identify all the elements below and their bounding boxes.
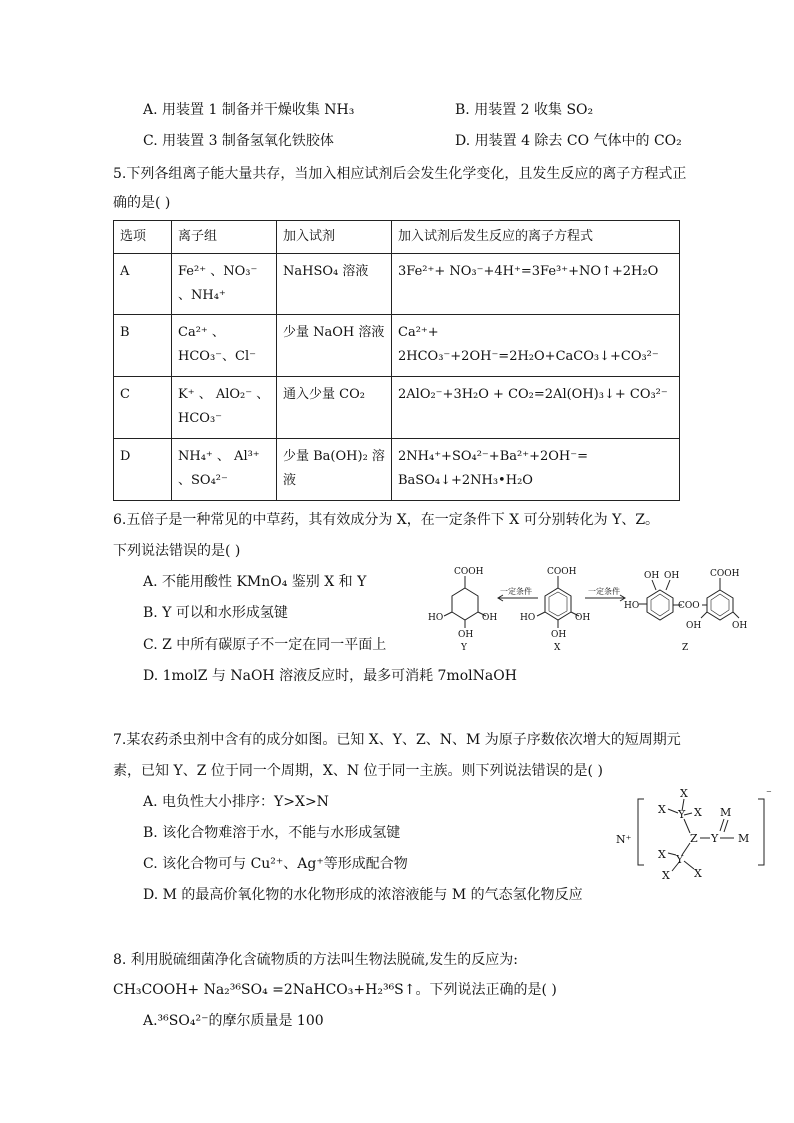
atom-y: Y — [711, 832, 719, 845]
table-header: 离子组 — [172, 221, 277, 254]
q7-option-a: A. 电负性大小排序：Y>X>N — [143, 794, 329, 810]
cooh-label: COOH — [710, 569, 740, 579]
ho-label: HO — [428, 613, 444, 623]
table-header: 选项 — [114, 221, 172, 254]
coo-label: COO — [678, 601, 700, 611]
table-row — [114, 254, 680, 315]
q4-option-d: D. 用装置 4 除去 CO 气体中的 CO₂ — [455, 133, 682, 149]
table-cell-equation: 2AlO₂⁻+3H₂O + CO₂=2Al(OH)₃↓+ CO₃²⁻ — [392, 377, 680, 439]
atom-x: X — [680, 787, 688, 800]
atom-z: Z — [690, 832, 698, 845]
q6-structure-figure — [420, 560, 760, 650]
compound-z-label: Z — [682, 643, 689, 650]
table-cell-reagent: 通入少量 CO₂ — [277, 377, 392, 439]
atom-x: X — [694, 806, 702, 819]
atom-x: X — [694, 867, 702, 880]
q7-option-c: C. 该化合物可与 Cu²⁺、Ag⁺等形成配合物 — [143, 856, 408, 872]
oh-label: OH — [482, 613, 498, 623]
q7-option-d: D. M 的最高价氧化物的水化物形成的浓溶液能与 M 的气态氢化物反应 — [143, 887, 583, 903]
table-cell-option: D — [114, 439, 172, 501]
table-header-row — [114, 221, 680, 254]
q6-stem-line2: 下列说法错误的是( ) — [113, 543, 241, 559]
cation-label: N⁺ — [616, 833, 632, 846]
q7-option-b: B. 该化合物难溶于水，不能与水形成氢键 — [143, 825, 401, 841]
q6-option-c: C. Z 中所有碳原子不一定在同一平面上 — [143, 637, 387, 653]
q5-stem-line2: 确的是( ) — [113, 195, 171, 211]
table-cell-reagent: 少量 NaOH 溶液 — [277, 315, 392, 377]
ho-label: HO — [624, 601, 640, 611]
q5-stem-line1: 5.下列各组离子能大量共存，当加入相应试剂后会发生化学变化，且发生反应的离子方程式正 — [113, 166, 687, 182]
table-header: 加入试剂后发生反应的离子方程式 — [392, 221, 680, 254]
q6-stem-line1: 6.五倍子是一种常见的中草药，其有效成分为 X，在一定条件下 X 可分别转化为 Y、Z。 — [113, 512, 660, 528]
anion-charge: ⁻ — [766, 787, 772, 800]
table-cell-option: B — [114, 315, 172, 377]
atom-y: Y — [678, 808, 686, 821]
compound-y-label: Y — [461, 643, 467, 650]
table-cell-ions: K⁺ 、 AlO₂⁻ 、HCO₃⁻ — [172, 377, 277, 439]
oh-label: OH — [664, 571, 680, 581]
atom-x: X — [658, 803, 666, 816]
q4-option-b: B. 用装置 2 收集 SO₂ — [455, 102, 594, 118]
q6-option-a: A. 不能用酸性 KMnO₄ 鉴别 X 和 Y — [143, 574, 367, 590]
q4-option-c: C. 用装置 3 制备氢氧化铁胶体 — [143, 133, 334, 149]
table-cell-ions: Ca²⁺ 、HCO₃⁻、Cl⁻ — [172, 315, 277, 377]
arrow-condition-left: 一定条件 — [500, 587, 532, 596]
q7-stem-line2: 素，已知 Y、Z 位于同一个周期，X、N 位于同一主族。则下列说法错误的是( ) — [113, 763, 603, 779]
compound-x-label: X — [554, 643, 561, 650]
table-cell-option: C — [114, 377, 172, 439]
table-row — [114, 315, 680, 377]
table-cell-ions: Fe²⁺ 、NO₃⁻ 、NH₄⁺ — [172, 254, 277, 315]
arrow-condition-right: 一定条件 — [588, 587, 620, 596]
q7-stem-line1: 7.某农药杀虫剂中含有的成分如图。已知 X、Y、Z、N、M 为原子序数依次增大的短周期元 — [113, 732, 681, 748]
q8-option-a: A.³⁶SO₄²⁻的摩尔质量是 100 — [143, 1013, 324, 1029]
q7-structure-figure — [612, 785, 782, 885]
atom-x: X — [662, 869, 670, 882]
table-row — [114, 439, 680, 501]
cooh-label: COOH — [547, 567, 577, 577]
oh-label: OH — [732, 621, 748, 631]
q8-stem-line1: 8. 利用脱硫细菌净化含硫物质的方法叫生物法脱硫,发生的反应为: — [113, 952, 518, 968]
atom-m: M — [720, 806, 732, 819]
table-cell-equation: 3Fe²⁺+ NO₃⁻+4H⁺=3Fe³⁺+NO↑+2H₂O — [392, 254, 680, 315]
oh-label: OH — [644, 571, 660, 581]
table-cell-equation: Ca²⁺+ 2HCO₃⁻+2OH⁻=2H₂O+CaCO₃↓+CO₃²⁻ — [392, 315, 680, 377]
q6-option-b: B. Y 可以和水形成氢键 — [143, 605, 288, 621]
oh-label: OH — [458, 630, 474, 640]
table-cell-reagent: NaHSO₄ 溶液 — [277, 254, 392, 315]
q8-stem-line2: CH₃COOH+ Na₂³⁶SO₄ =2NaHCO₃+H₂³⁶S↑。下列说法正确的是( ) — [113, 982, 557, 998]
cooh-label: COOH — [454, 567, 484, 577]
oh-label: OH — [686, 621, 702, 631]
atom-x: X — [658, 848, 666, 861]
oh-label: OH — [551, 630, 567, 640]
oh-label: OH — [575, 613, 591, 623]
table-cell-reagent: 少量 Ba(OH)₂ 溶液 — [277, 439, 392, 501]
q5-ion-table — [113, 220, 680, 501]
table-cell-ions: NH₄⁺ 、 Al³⁺ 、SO₄²⁻ — [172, 439, 277, 501]
atom-m: M — [738, 832, 750, 845]
table-cell-option: A — [114, 254, 172, 315]
table-cell-equation: 2NH₄⁺+SO₄²⁻+Ba²⁺+2OH⁻= BaSO₄↓+2NH₃•H₂O — [392, 439, 680, 501]
ho-label: HO — [520, 613, 536, 623]
q6-option-d: D. 1molZ 与 NaOH 溶液反应时，最多可消耗 7molNaOH — [143, 668, 517, 684]
table-row — [114, 377, 680, 439]
q4-option-a: A. 用装置 1 制备并干燥收集 NH₃ — [143, 102, 355, 118]
table-header: 加入试剂 — [277, 221, 392, 254]
atom-y: Y — [676, 853, 684, 866]
